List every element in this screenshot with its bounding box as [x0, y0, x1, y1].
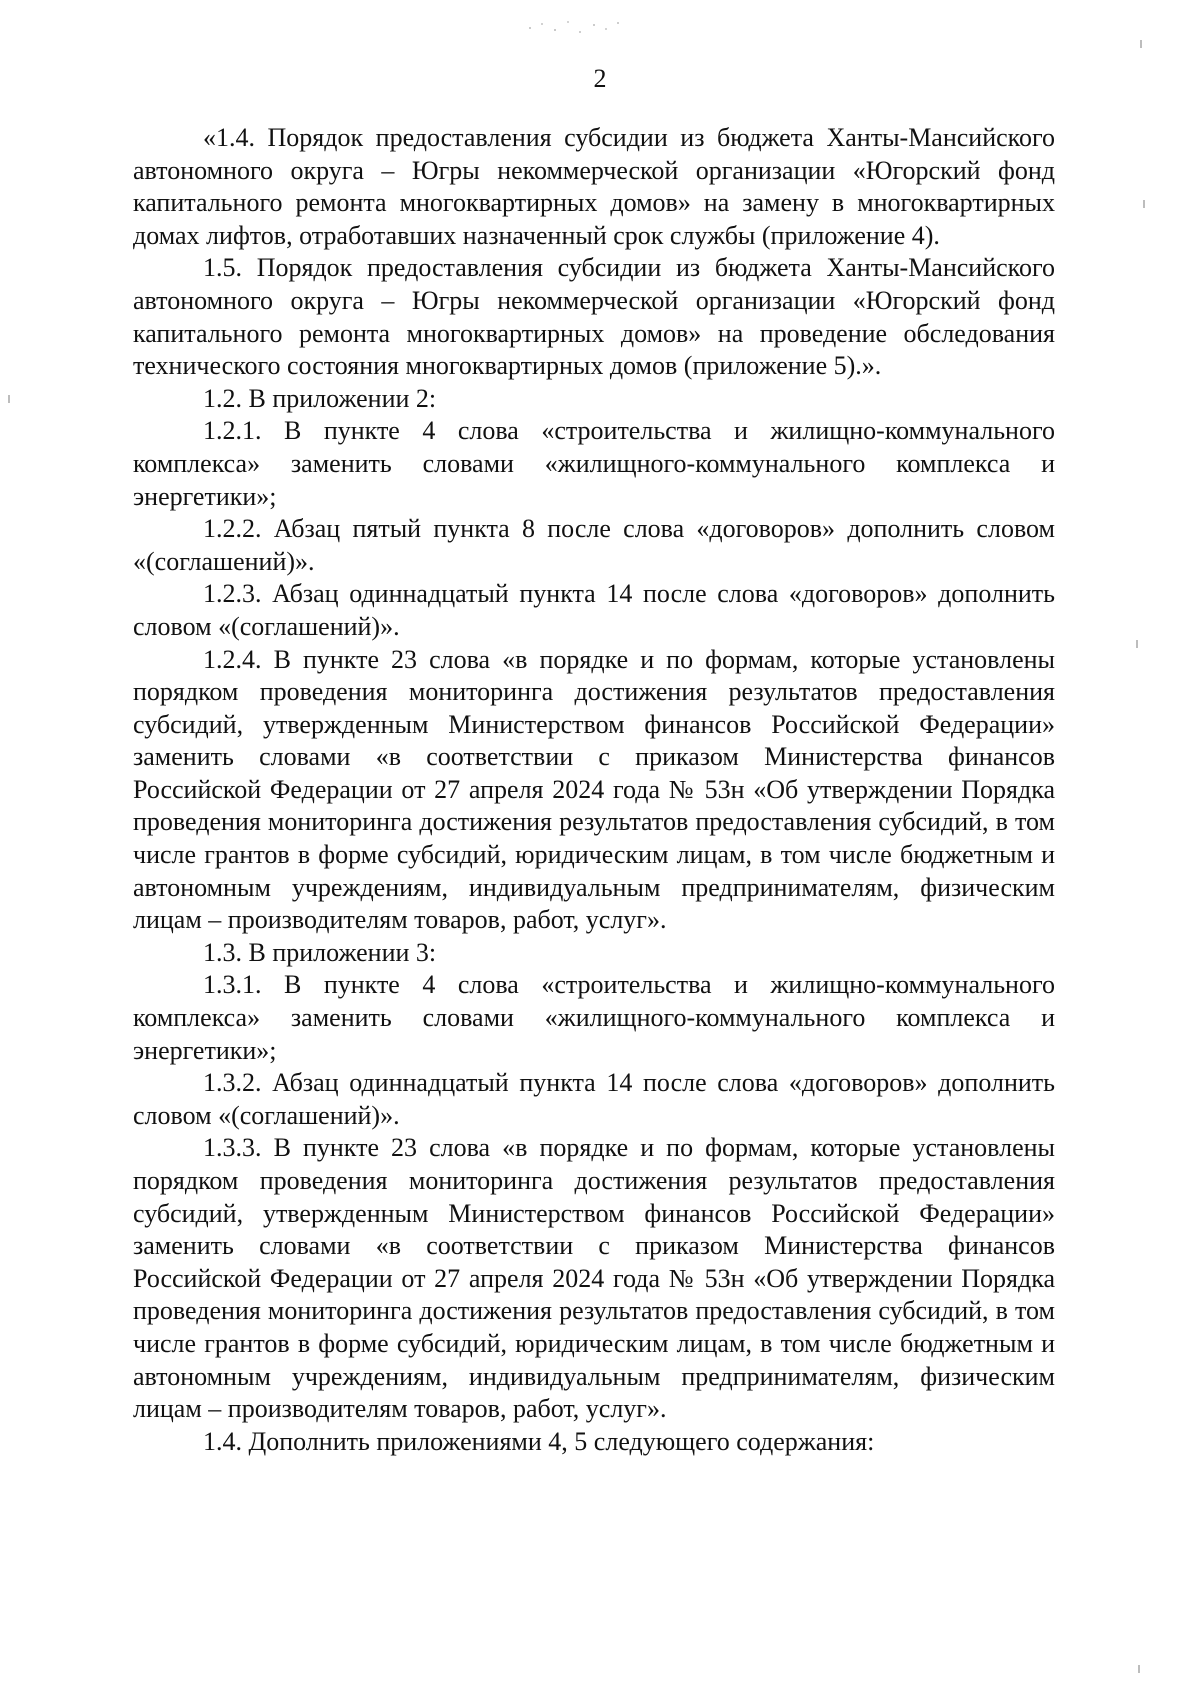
- page-number: 2: [593, 64, 607, 93]
- paragraph-1-3-1: 1.3.1. В пункте 4 слова «строительства и жилищно-коммунального комплекса» заменить словами «жилищного-коммунального комплекса и энергетики»;: [133, 970, 1055, 1065]
- paragraph-1-2-2: 1.2.2. Абзац пятый пункта 8 после слова «договоров» дополнить словом «(соглашений)».: [133, 514, 1055, 576]
- margin-mark: [1136, 640, 1138, 648]
- margin-mark: [8, 395, 10, 403]
- margin-mark: [1140, 40, 1142, 48]
- document-body: [133, 122, 1055, 1458]
- paragraph-1-3-3: 1.3.3. В пункте 23 слова «в порядке и по формам, которые установлены порядком проведения мониторинга достижения результатов предоставления субсидий, утвержденным Министерством финансов Российской Федерации» заменить словами «в соответствии с приказом Министерства финансов Российской Федерации от 27 апреля 2024 года № 53н «Об утверждении Порядка проведения мониторинга достижения результатов предоставления субсидий, в том числе грантов в форме субсидий, юридическим лицам, в том числе бюджетным и автономным учреждениям, индивидуальным предпринимателям, физическим лицам – производителям товаров, работ, услуг».: [133, 1133, 1055, 1424]
- margin-mark: [1138, 1665, 1140, 1673]
- paragraph-1-2-1: 1.2.1. В пункте 4 слова «строительства и жилищно-коммунального комплекса» заменить словами «жилищного-коммунального комплекса и энергетики»;: [133, 416, 1055, 511]
- paragraph-1-2-3: 1.2.3. Абзац одиннадцатый пункта 14 после слова «договоров» дополнить словом «(соглашений)».: [133, 579, 1055, 641]
- paragraph-1-4-supplement: 1.4. Дополнить приложениями 4, 5 следующего содержания:: [203, 1426, 875, 1456]
- paragraph-1-2-heading: 1.2. В приложении 2:: [203, 383, 437, 413]
- scan-noise-specks: [520, 10, 630, 40]
- paragraph-1-3-heading: 1.3. В приложении 3:: [203, 937, 437, 967]
- paragraph-1-5-order: 1.5. Порядок предоставления субсидии из бюджета Ханты-Мансийского автономного округа – Югры некоммерческой организации «Югорский фонд капитального ремонта многоквартирных домов» на проведение обследования технического состояния многоквартирных домов (приложение 5).».: [133, 253, 1055, 381]
- paragraph-1-2-4: 1.2.4. В пункте 23 слова «в порядке и по формам, которые установлены порядком проведения мониторинга достижения результатов предоставления субсидий, утвержденным Министерством финансов Российской Федерации» заменить словами «в соответствии с приказом Министерства финансов Российской Федерации от 27 апреля 2024 года № 53н «Об утверждении Порядка проведения мониторинга достижения результатов предоставления субсидий, в том числе грантов в форме субсидий, юридическим лицам, в том числе бюджетным и автономным учреждениям, индивидуальным предпринимателям, физическим лицам – производителям товаров, работ, услуг».: [133, 644, 1055, 935]
- paragraph-1-3-2: 1.3.2. Абзац одиннадцатый пункта 14 после слова «договоров» дополнить словом «(соглашений)».: [133, 1068, 1055, 1130]
- paragraph-1-4-order: «1.4. Порядок предоставления субсидии из бюджета Ханты-Мансийского автономного округа – Югры некоммерческой организации «Югорский фонд капитального ремонта многоквартирных домов» на замену в многоквартирных домах лифтов, отработавших назначенный срок службы (приложение 4).: [133, 123, 1055, 250]
- margin-mark: [1143, 200, 1145, 208]
